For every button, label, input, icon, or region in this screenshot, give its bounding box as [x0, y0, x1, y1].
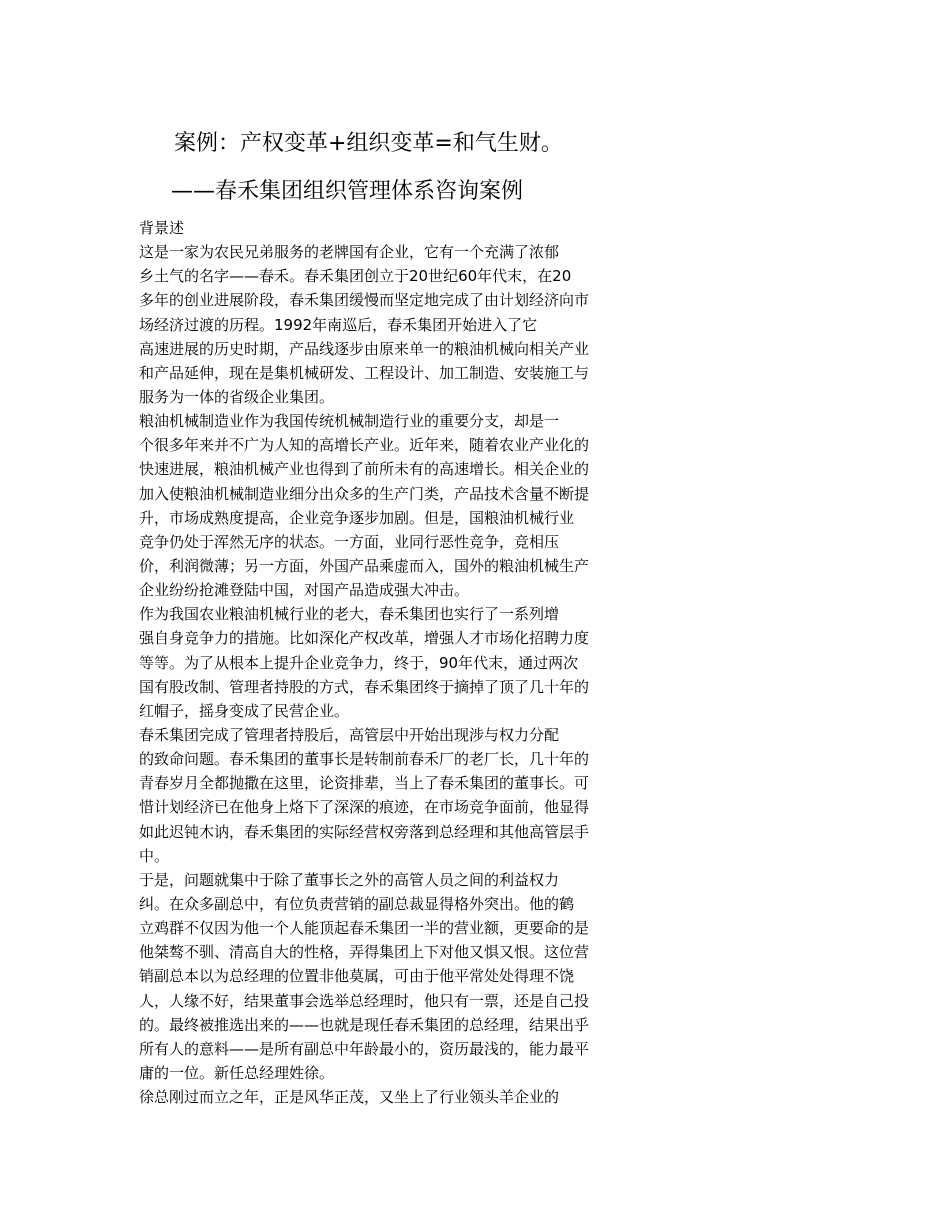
body-line: 价，利润微薄；另一方面，外国产品乘虚而入，国外的粮油机械生产	[139, 556, 590, 575]
body-line: 他桀骜不驯、清高自大的性格，弄得集团上下对他又惧又恨。这位营	[139, 943, 590, 962]
body-line: 个很多年来并不广为人知的高增长产业。近年来，随着农业产业化的	[139, 436, 590, 455]
body-line: 竞争仍处于浑然无序的状态。一方面，业同行恶性竞争，竞相压	[139, 532, 560, 551]
body-line: 作为我国农业粮油机械行业的老大，春禾集团也实行了一系列增	[139, 605, 560, 624]
body-line: 等等。为了从根本上提升企业竞争力，终于，90年代末，通过两次	[139, 653, 579, 672]
body-line: 所有人的意料——是所有副总中年龄最小的，资历最浅的，能力最平	[139, 1039, 590, 1058]
document-body	[139, 216, 639, 1109]
section-heading: 背景述	[139, 219, 185, 237]
body-line: 加入使粮油机械制造业细分出众多的生产门类，产品技术含量不断提	[139, 484, 590, 503]
body-line: 如此迟钝木讷，春禾集团的实际经营权旁落到总经理和其他高管层手	[139, 822, 590, 841]
body-line: 红帽子，摇身变成了民营企业。	[139, 701, 350, 720]
document-title: 案例：产权变革+组织变革=和气生财。	[174, 131, 563, 156]
body-line: 高速进展的历史时期，产品线逐步由原来单一的粮油机械向相关产业	[139, 339, 590, 358]
body-line: 徐总刚过而立之年，正是风华正茂，又坐上了行业领头羊企业的	[139, 1088, 560, 1107]
body-line: 和产品延伸，现在是集机械研发、工程设计、加工制造、安装施工与	[139, 363, 590, 382]
body-line: 惜计划经济已在他身上烙下了深深的痕迹，在市场竞争面前，他显得	[139, 798, 590, 817]
body-line: 粮油机械制造业作为我国传统机械制造行业的重要分支，却是一	[139, 412, 560, 431]
document-subtitle: ——春禾集团组织管理体系咨询案例	[171, 179, 524, 204]
body-line: 国有股改制、管理者持股的方式，春禾集团终于摘掉了顶了几十年的	[139, 677, 590, 696]
body-line: 场经济过渡的历程。1992年南巡后，春禾集团开始进入了它	[139, 315, 538, 334]
body-line: 人，人缘不好，结果董事会选举总经理时，他只有一票，还是自己投	[139, 991, 590, 1010]
body-line: 强自身竞争力的措施。比如深化产权改革，增强人才市场化招聘力度	[139, 629, 590, 648]
body-line: 多年的创业进展阶段，春禾集团缓慢而坚定地完成了由计划经济向市	[139, 291, 590, 310]
body-line: 纠。在众多副总中，有位负责营销的副总裁显得格外突出。他的鹤	[139, 894, 575, 913]
body-line: 服务为一体的省级企业集团。	[139, 387, 335, 406]
body-line: 升，市场成熟度提高，企业竞争逐步加剧。但是，国粮油机械行业	[139, 508, 575, 527]
body-line: 于是，问题就集中于除了董事长之外的高管人员之间的利益权力	[139, 870, 560, 889]
body-line: 快速进展，粮油机械产业也得到了前所未有的高速增长。相关企业的	[139, 460, 590, 479]
body-line: 乡土气的名字——春禾。春禾集团创立于20世纪60年代末，在20	[139, 267, 572, 286]
body-line: 销副总本以为总经理的位置非他莫属，可由于他平常处处得理不饶	[139, 967, 575, 986]
body-line: 的致命问题。春禾集团的董事长是转制前春禾厂的老厂长，几十年的	[139, 750, 590, 769]
body-line: 立鸡群不仅因为他一个人能顶起春禾集团一半的营业额，更要命的是	[139, 919, 590, 938]
body-line: 庸的一位。新任总经理姓徐。	[139, 1063, 335, 1082]
body-line: 的。最终被推选出来的——也就是现任春禾集团的总经理，结果出乎	[139, 1015, 590, 1034]
body-line: 企业纷纷抢滩登陆中国，对国产品造成强大冲击。	[139, 581, 470, 600]
body-line: 中。	[139, 846, 170, 865]
body-line: 青春岁月全都抛撒在这里，论资排辈，当上了春禾集团的董事长。可	[139, 774, 590, 793]
body-line: 这是一家为农民兄弟服务的老牌国有企业，它有一个充满了浓郁	[139, 243, 560, 262]
body-line: 春禾集团完成了管理者持股后，高管层中开始出现涉与权力分配	[139, 725, 560, 744]
